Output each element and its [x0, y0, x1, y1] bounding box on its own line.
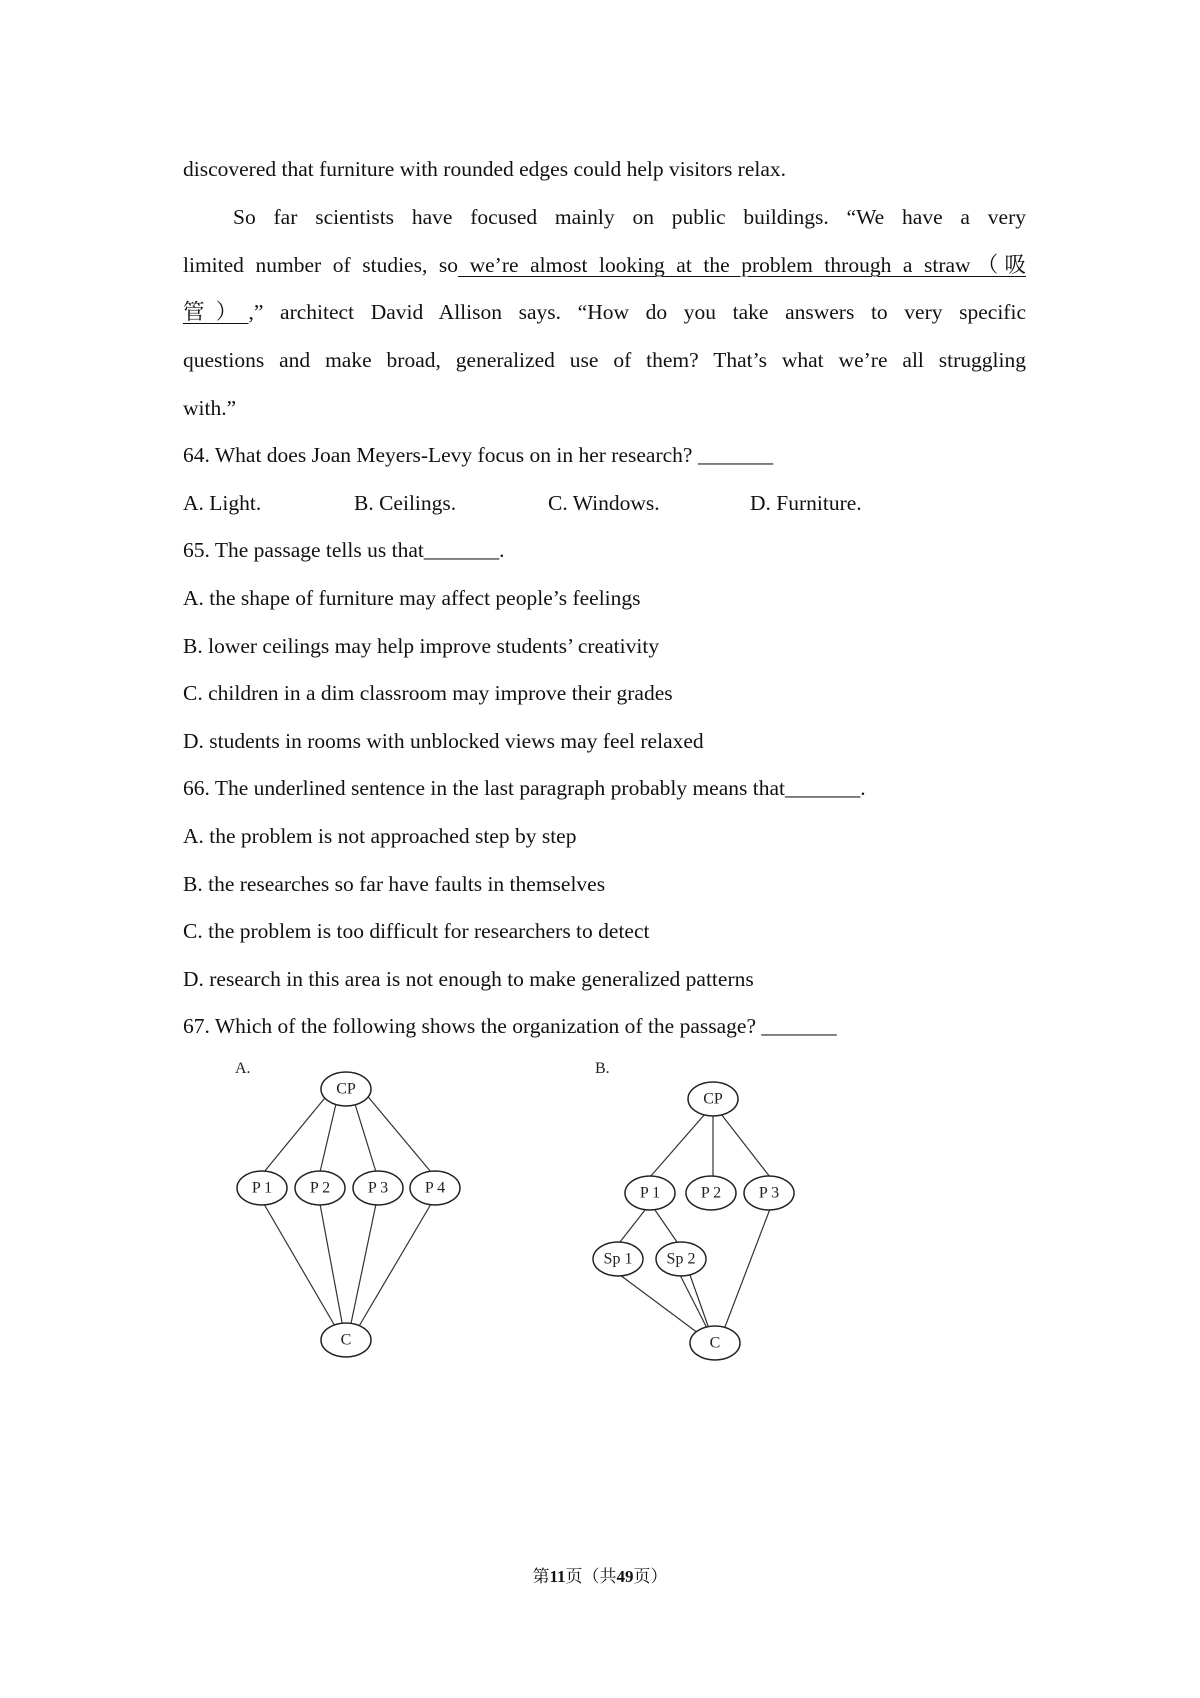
answer-option: C. children in a dim classroom may improve their grades	[183, 681, 673, 705]
underlined-sentence: 管）	[183, 300, 249, 324]
answer-option: D. students in rooms with unblocked views may feel relaxed	[183, 729, 704, 753]
diagram-connectors	[620, 1114, 770, 1342]
answer-option: A. Light.	[183, 491, 262, 515]
paragraph-line: So far scientists have focused mainly on public buildings. “We have a very	[233, 205, 1026, 229]
answer-option: D. Furniture.	[750, 491, 862, 515]
diagram-connectors	[264, 1086, 431, 1333]
paragraph-line: with.”	[183, 396, 237, 420]
underlined-sentence: we’re almost looking at the problem through a straw（吸	[458, 253, 1026, 277]
answer-option: B. the researches so far have faults in themselves	[183, 872, 606, 896]
answer-option: B. Ceilings.	[354, 491, 457, 515]
paragraph-line	[183, 255, 1026, 277]
footer-text: 页）	[633, 1567, 668, 1587]
paragraph-line: discovered that furniture with rounded edges could help visitors relax.	[183, 157, 787, 181]
answer-option: B. lower ceilings may help improve students’ creativity	[183, 634, 660, 658]
footer-text: 第	[532, 1567, 550, 1587]
organization-diagram-b	[585, 1050, 815, 1360]
diagram-label: B.	[595, 1060, 610, 1077]
answer-option: A. the shape of furniture may affect people’s feelings	[183, 586, 641, 610]
node-label: P 2	[309, 1179, 331, 1197]
node-label: P 4	[424, 1179, 446, 1197]
node-label: P 1	[639, 1184, 661, 1202]
node-label: CP	[703, 1090, 723, 1108]
organization-diagram-a	[225, 1050, 475, 1360]
node-label: CP	[336, 1080, 356, 1098]
total-pages: 49	[616, 1567, 634, 1586]
footer-text: 页（共	[565, 1567, 617, 1587]
node-label: C	[340, 1331, 352, 1349]
question-stem: 66. The underlined sentence in the last paragraph probably means that_______.	[183, 776, 866, 800]
node-label: P 1	[251, 1179, 273, 1197]
question-options-row	[183, 493, 1026, 517]
paragraph-text: limited number of studies, so	[183, 253, 459, 277]
question-stem: 64. What does Joan Meyers-Levy focus on in her research? _______	[183, 443, 774, 467]
paragraph-text: ,” architect David Allison says. “How do you take answers to very specific	[248, 300, 1026, 324]
node-label: P 3	[367, 1179, 389, 1197]
paragraph-line: questions and make broad, generalized use of them? That’s what we’re all struggling	[183, 348, 1026, 372]
answer-option: C. the problem is too difficult for researchers to detect	[183, 919, 650, 943]
question-stem: 65. The passage tells us that_______.	[183, 538, 505, 562]
answer-option: C. Windows.	[548, 491, 660, 515]
node-label: C	[709, 1334, 721, 1352]
page-number: 11	[549, 1567, 566, 1586]
page-footer	[0, 1562, 1200, 1587]
paragraph-line	[183, 302, 1026, 324]
diagram-label: A.	[235, 1060, 251, 1077]
question-stem: 67. Which of the following shows the organization of the passage? _______	[183, 1014, 837, 1038]
node-label: Sp 1	[603, 1250, 633, 1268]
answer-option: A. the problem is not approached step by step	[183, 824, 577, 848]
node-label: P 2	[700, 1184, 722, 1202]
node-label: P 3	[758, 1184, 780, 1202]
answer-option: D. research in this area is not enough to make generalized patterns	[183, 967, 754, 991]
node-label: Sp 2	[666, 1250, 696, 1268]
